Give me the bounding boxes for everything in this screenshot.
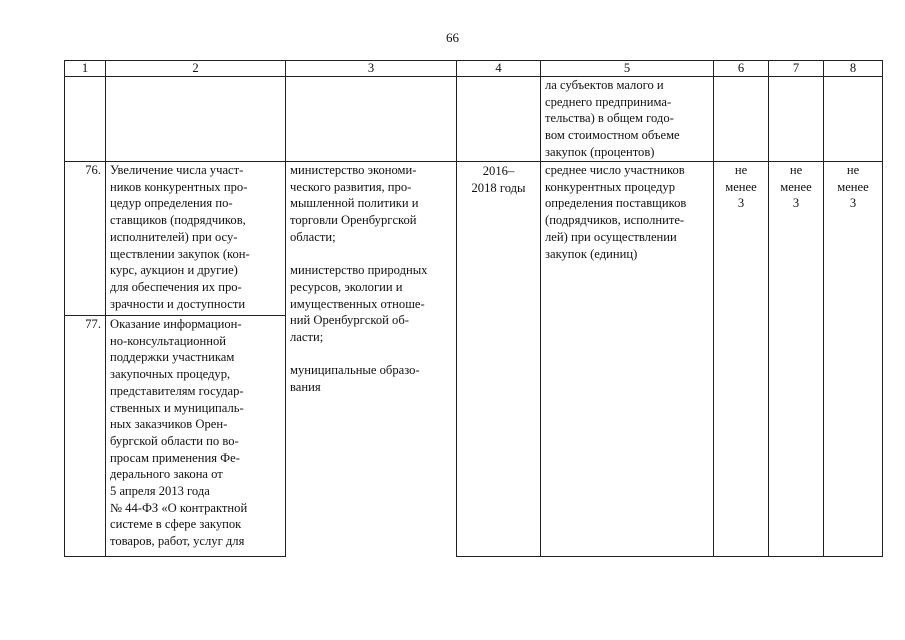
row-number-cell <box>65 77 106 162</box>
measure-cell <box>106 316 286 557</box>
executors-cell <box>286 77 457 162</box>
measure-cell <box>106 162 286 316</box>
value-text: не менее 3 <box>837 163 869 211</box>
executors-cell <box>286 162 457 557</box>
value-text: не менее 3 <box>725 163 757 211</box>
period-cell <box>457 162 541 557</box>
indicator-cell <box>541 162 714 557</box>
measures-table <box>64 60 883 557</box>
period-text: 2016– 2018 годы <box>471 164 526 195</box>
measure-cell <box>106 77 286 162</box>
measure-text: Увеличение числа участ- ников конкурентных про- цедур определения по- ставщиков (подрядчиков, исполнителей) при осу- ществлении закупок (кон- курс, аукцион и другие) для обеспечения их про- зрачности и доступности <box>110 163 250 311</box>
indicator-text: ла субъектов малого и среднего предпринима- тельства) в общем годо- вом стоимостном объеме закупок (процентов) <box>545 78 680 159</box>
value-cell <box>714 162 769 557</box>
indicator-cell <box>541 77 714 162</box>
column-number: 4 <box>457 61 541 77</box>
indicator-text: среднее число участников конкурентных процедур определения поставщиков (подрядчиков, исполните- лей) при осуществлении закупок (единиц) <box>545 163 687 261</box>
column-number: 8 <box>824 61 883 77</box>
column-number: 2 <box>106 61 286 77</box>
column-number: 1 <box>65 61 106 77</box>
column-number-row <box>65 61 883 77</box>
executor-text: министерство природных ресурсов, экологии и имущественных отноше- ний Оренбургской об- ласти; <box>290 263 428 345</box>
column-number: 7 <box>769 61 824 77</box>
continuation-row <box>65 77 883 162</box>
value-cell <box>769 162 824 557</box>
column-number: 3 <box>286 61 457 77</box>
value-cell <box>824 162 883 557</box>
executor-text: министерство экономи- ческого развития, про- мышленной политики и торговли Оренбургской области; <box>290 163 419 244</box>
value-cell <box>714 77 769 162</box>
row-number: 77. <box>65 316 106 557</box>
measure-text: Оказание информацион- но-консультационной поддержки участникам закупочных процедур, представителям государ- ственных и муниципаль- ных заказчиков Орен- бургской области по во- просам применения Фе- дерального закона от 5 апреля 2013 года № 44-ФЗ «О контрактной системе в сфере закупок товаров, работ, услуг для <box>110 317 248 549</box>
value-cell <box>824 77 883 162</box>
column-number: 5 <box>541 61 714 77</box>
executor-text: муниципальные образо- вания <box>290 363 420 395</box>
value-text: не менее 3 <box>780 163 812 211</box>
page-number: 66 <box>446 30 459 45</box>
column-number: 6 <box>714 61 769 77</box>
row-number: 76. <box>65 162 106 316</box>
table-row <box>65 162 883 316</box>
period-cell <box>457 77 541 162</box>
value-cell <box>769 77 824 162</box>
